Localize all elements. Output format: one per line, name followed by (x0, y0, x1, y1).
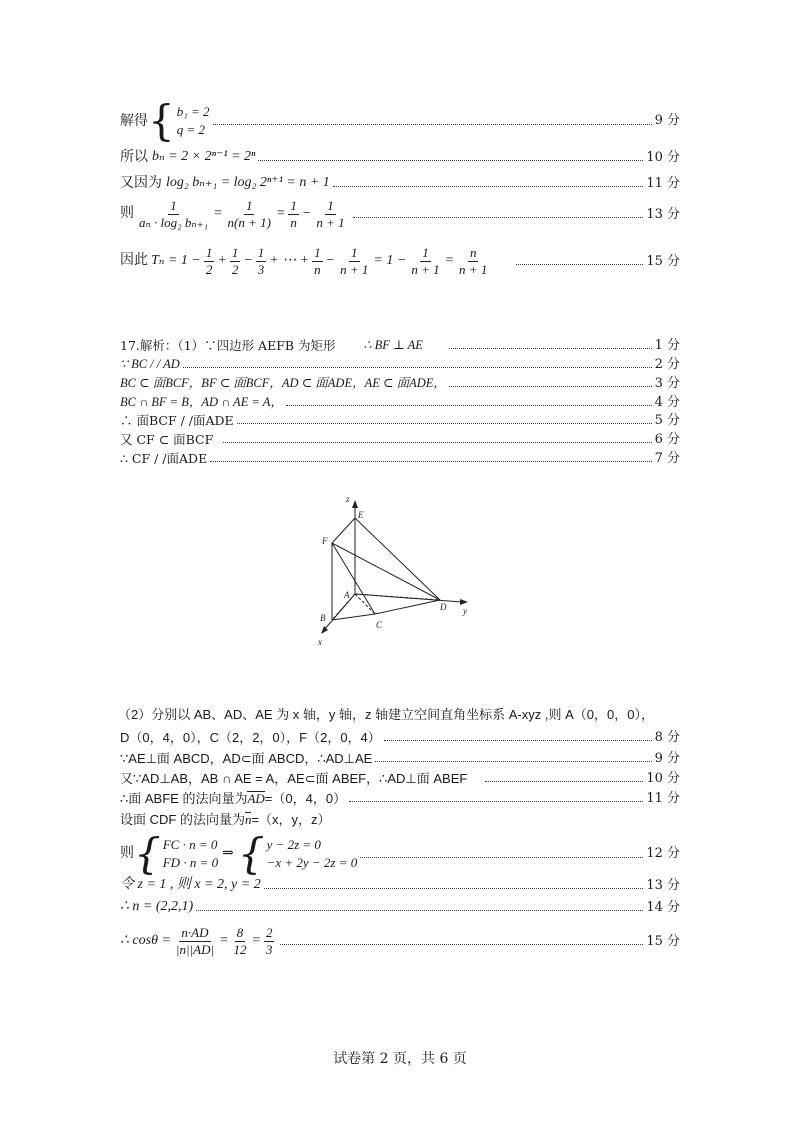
dot-leader (449, 386, 652, 387)
dot-leader (280, 944, 643, 945)
score-label: 15 分 (646, 933, 680, 949)
dot-leader (210, 461, 651, 462)
line-17-5 (120, 413, 680, 429)
score-label: 2 分 (654, 357, 680, 372)
dot-leader (353, 217, 644, 218)
line-system (120, 829, 680, 878)
line-17-2 (120, 357, 680, 373)
formula: =（0，4，0） (264, 791, 347, 806)
label-f: F (322, 536, 328, 546)
edge-fe (332, 518, 355, 543)
page-footer: 试卷第 2 页，共 6 页 (333, 1051, 467, 1067)
line-lead: BC ∩ BF = B，AD ∩ AE = A， (120, 395, 283, 410)
line-lead: 所以 (120, 149, 148, 165)
line-17-7 (120, 451, 680, 467)
line-lead: 则 (120, 845, 134, 861)
operator: − (243, 253, 253, 269)
fraction: $\frac{1}{n(n + 1)}$ (227, 198, 271, 231)
system-eq-q: q = 2 (176, 122, 206, 137)
geometry-figure (310, 488, 490, 648)
dot-leader (258, 160, 643, 161)
edge-fc (332, 543, 375, 614)
system-eq-b1: b₁ = 2 (176, 104, 210, 120)
score-label: 7 分 (654, 451, 680, 466)
score-label: 9 分 (654, 113, 680, 129)
line-n-vector (120, 899, 680, 916)
vector-n: n (244, 812, 252, 827)
system-eq-fd: FD · n = 0 (162, 855, 219, 870)
fraction: $\frac{2}{3}$ (265, 925, 273, 958)
score-label: 11 分 (646, 791, 680, 806)
line-normal-abfe (120, 791, 680, 807)
line-solve-system (120, 96, 680, 145)
formula: bₙ = 2 × 2ⁿ⁻¹ = 2ⁿ (152, 149, 256, 164)
line-lead: ∵AE⊥面 ABCD，AD⊂面 ABCD，∴AD⊥AE (120, 751, 373, 766)
fraction: $\frac{1}{n + 1}$ (316, 198, 345, 231)
dot-leader (485, 781, 643, 782)
dot-leader (264, 888, 644, 889)
score-label: 9 分 (654, 751, 680, 766)
line-lead: 17.解析：（1）∵四边形 AEFB 为矩形 (120, 338, 336, 354)
operator: = (275, 206, 286, 222)
label-x: x (318, 637, 322, 647)
score-label: 10 分 (646, 771, 680, 786)
score-label: 1 分 (654, 338, 680, 353)
score-label: 15 分 (646, 253, 680, 269)
dot-leader (333, 186, 644, 187)
operator: = (444, 253, 455, 269)
line-lead: 设面 CDF 的法向量为 (120, 812, 245, 827)
score-label: 6 分 (654, 432, 680, 447)
fraction: $\frac{1}{3}$ (257, 245, 265, 278)
label-d: D (440, 602, 447, 612)
dot-leader (196, 910, 643, 911)
line-split-fraction (120, 198, 680, 232)
operator: − (325, 253, 336, 269)
line-17-4 (120, 395, 680, 411)
line-lead: ∴面 ABFE 的法向量为 (120, 791, 248, 806)
dot-leader (237, 423, 652, 424)
score-label: 13 分 (646, 206, 680, 222)
system-eq-fc: FC · n = 0 (162, 837, 218, 853)
operator: = (213, 206, 223, 222)
line-ad-perp-ae (120, 751, 680, 767)
line-lead: 令 z = 1 , 则 x = 2, y = 2 (120, 877, 261, 892)
left-brace: { (134, 829, 161, 878)
fraction: $\frac{1}{n + 1}$ (411, 245, 440, 278)
score-label: 13 分 (646, 877, 680, 893)
edge-ad (355, 594, 440, 600)
line-lead: （2）分别以 AB、AD、AE 为 x 轴，y 轴，z 轴建立空间直角坐标系 A-xyz ,则 A（0，0，0）， (118, 707, 654, 722)
line-17-3 (120, 376, 680, 392)
dot-leader (360, 857, 643, 858)
formula: Tₙ = 1 − (151, 253, 201, 269)
operator: − (301, 206, 312, 222)
line-lead: BC ⊂ 面BCF，BF ⊂ 面BCF，AD ⊂ 面ADE，AE ⊂ 面ADE， (120, 376, 446, 391)
score-label: 5 分 (654, 413, 680, 428)
line-17-intro (120, 338, 680, 354)
dot-leader (384, 740, 652, 741)
y-arrow (460, 599, 468, 605)
fraction: $\frac{1}{n + 1}$ (340, 245, 369, 278)
line-17-6 (120, 432, 680, 448)
fraction: $\frac{1}{2}$ (205, 245, 213, 278)
operator: + ⋯ + (269, 253, 310, 269)
label-a: A (344, 590, 350, 600)
edge-cd (375, 600, 440, 614)
line-bn (120, 149, 680, 166)
line-lead: ∴ 面BCF / /面ADE (120, 413, 234, 429)
score-label: 8 分 (654, 730, 680, 745)
score-label: 4 分 (654, 395, 680, 410)
fraction: $\frac{1}{2}$ (231, 245, 239, 278)
line-cos-theta (120, 925, 680, 959)
line-coord-setup (118, 707, 698, 723)
label-c: C (376, 620, 383, 630)
score-label: 11 分 (646, 175, 680, 191)
line-let-z (120, 877, 680, 894)
dot-leader (449, 348, 652, 349)
fraction: $\frac{8}{12}$ (233, 925, 247, 958)
formula: =（x，y，z） (251, 812, 331, 827)
line-lead: ∴ cosθ = (120, 933, 171, 949)
operator: = (251, 933, 261, 949)
line-lead: ∴ n = (2,2,1) (120, 899, 194, 914)
line-lead: 因此 (120, 253, 148, 269)
line-lead: 则 (120, 206, 134, 222)
left-brace: { (237, 829, 265, 878)
formula: ∴ BF ⊥ AE (363, 338, 423, 353)
score-label: 14 分 (646, 899, 680, 915)
fraction: $\frac{n}{n + 1}$ (459, 245, 488, 278)
dot-leader (516, 264, 643, 265)
score-label: 12 分 (646, 846, 680, 862)
dot-leader (375, 761, 651, 762)
score-label: 3 分 (654, 376, 680, 391)
system-eq-2: −x + 2y − 2z = 0 (266, 855, 358, 870)
line-coords (120, 730, 680, 746)
dot-leader (349, 801, 643, 802)
line-lead: D（0，4，0），C（2，2，0），F（2，0，4） (120, 730, 381, 745)
fraction: $\frac{1}{\text{aₙ · log₂ bₙ₊₁}}$ (139, 198, 209, 231)
line-lead: 解得 (120, 112, 148, 129)
score-label: 10 分 (646, 149, 680, 165)
edge-ed (355, 518, 440, 600)
fraction: $\frac{1}{n}$ (314, 245, 321, 278)
z-arrow (352, 500, 358, 508)
label-e: E (358, 510, 364, 520)
label-y: y (463, 606, 467, 616)
dot-leader (286, 405, 652, 406)
line-lead: ∵ BC / / AD (120, 357, 180, 372)
operator: = (219, 933, 229, 949)
implies-arrow: ⇒ (222, 845, 234, 861)
fraction: $\frac{n\cdot AD}{|n||AD|}$ (175, 925, 215, 958)
label-b: B (320, 613, 326, 623)
edge-bc (332, 614, 375, 620)
dot-leader (213, 124, 652, 125)
line-log (120, 175, 680, 192)
left-brace: { (148, 96, 175, 145)
fraction: $\frac{1}{n}$ (290, 198, 297, 231)
operator: + (217, 253, 227, 269)
line-lead: 又∵AD⊥AB，AB ∩ AE = A，AE⊂面 ABEF，∴AD⊥面 ABEF (120, 771, 468, 786)
system-eq-1: y − 2z = 0 (266, 837, 321, 853)
line-lead: 又 CF ⊂ 面BCF (120, 432, 214, 448)
line-lead: ∴ CF / /面ADE (120, 451, 208, 467)
vector-ad: AD (247, 791, 265, 806)
dot-leader (183, 367, 652, 368)
line-normal-cdf (120, 812, 680, 828)
line-ad-perp-plane (120, 771, 680, 787)
label-z: z (346, 494, 350, 504)
line-telescoping-sum (120, 245, 680, 279)
operator: = 1 − (373, 253, 407, 269)
formula: log₂ bₙ₊₁ = log₂ 2ⁿ⁺¹ = n + 1 (166, 175, 330, 190)
dot-leader (223, 442, 651, 443)
line-lead: 又因为 (120, 175, 162, 191)
